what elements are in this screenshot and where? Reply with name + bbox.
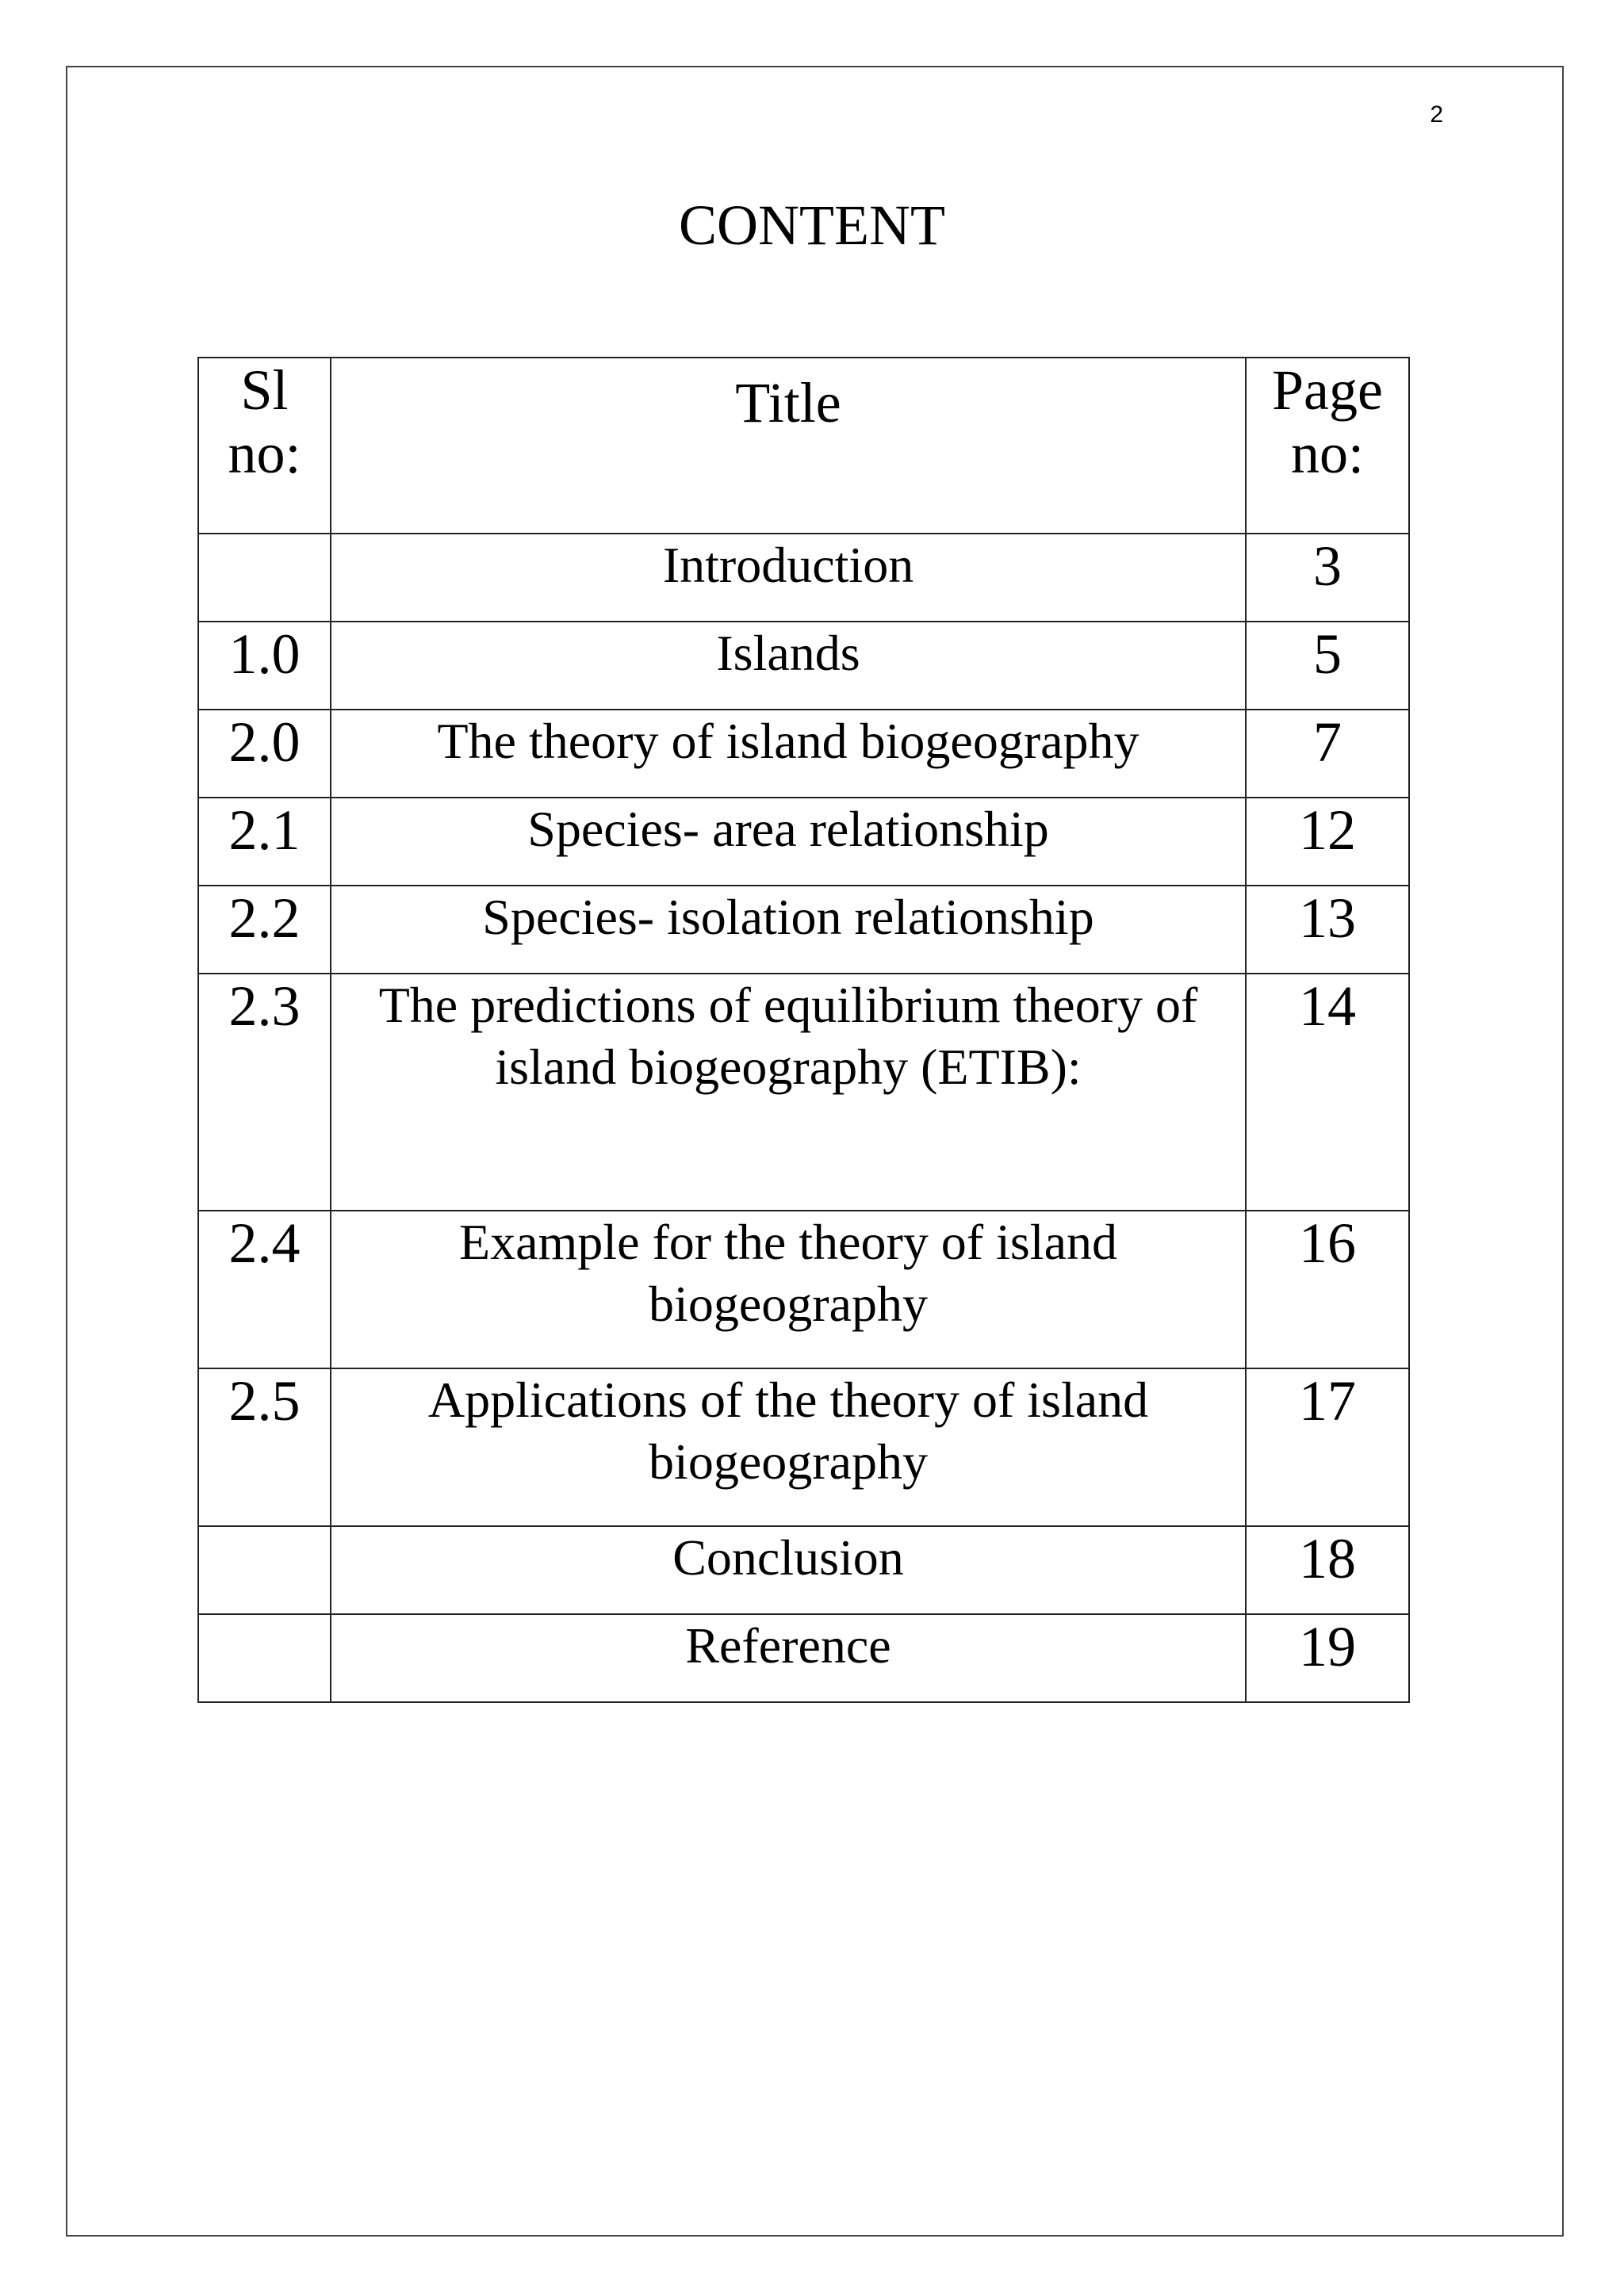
row-page-no: 7 — [1246, 710, 1409, 798]
row-page-no: 14 — [1246, 974, 1409, 1211]
row-title: Applications of the theory of island biogeography — [331, 1368, 1246, 1526]
row-page-no: 16 — [1246, 1211, 1409, 1368]
row-sl-no: 2.5 — [198, 1368, 331, 1526]
row-sl-no — [198, 1526, 331, 1614]
row-title: The predictions of equilibrium theory of island biogeography (ETIB): — [331, 974, 1246, 1211]
header-page-no: Page no: — [1246, 358, 1409, 534]
header-sl-no: Sl no: — [198, 358, 331, 534]
table-row — [198, 798, 1409, 886]
header-title: Title — [331, 358, 1246, 534]
row-title: Species- isolation relationship — [331, 886, 1246, 974]
table-row — [198, 886, 1409, 974]
row-title: The theory of island biogeography — [331, 710, 1246, 798]
table-header-row — [198, 358, 1409, 534]
table-row — [198, 1211, 1409, 1368]
row-page-no: 12 — [1246, 798, 1409, 886]
row-sl-no: 2.4 — [198, 1211, 331, 1368]
row-sl-no: 2.3 — [198, 974, 331, 1211]
table-row — [198, 710, 1409, 798]
row-page-no: 19 — [1246, 1614, 1409, 1702]
row-title: Reference — [331, 1614, 1246, 1702]
row-page-no: 18 — [1246, 1526, 1409, 1614]
page-number: 2 — [1430, 101, 1443, 128]
row-sl-no: 2.1 — [198, 798, 331, 886]
row-page-no: 13 — [1246, 886, 1409, 974]
row-sl-no: 1.0 — [198, 622, 331, 710]
page-title: CONTENT — [679, 193, 945, 257]
row-sl-no — [198, 534, 331, 622]
table-row — [198, 1614, 1409, 1702]
table-row — [198, 534, 1409, 622]
table-row — [198, 1368, 1409, 1526]
contents-table — [197, 357, 1410, 1703]
table-row — [198, 1526, 1409, 1614]
row-sl-no: 2.0 — [198, 710, 331, 798]
row-title: Conclusion — [331, 1526, 1246, 1614]
row-page-no: 17 — [1246, 1368, 1409, 1526]
row-title: Islands — [331, 622, 1246, 710]
row-title: Example for the theory of island biogeography — [331, 1211, 1246, 1368]
table-row — [198, 974, 1409, 1211]
row-sl-no — [198, 1614, 331, 1702]
row-page-no: 3 — [1246, 534, 1409, 622]
row-page-no: 5 — [1246, 622, 1409, 710]
row-title: Species- area relationship — [331, 798, 1246, 886]
row-sl-no: 2.2 — [198, 886, 331, 974]
row-title: Introduction — [331, 534, 1246, 622]
table-row — [198, 622, 1409, 710]
